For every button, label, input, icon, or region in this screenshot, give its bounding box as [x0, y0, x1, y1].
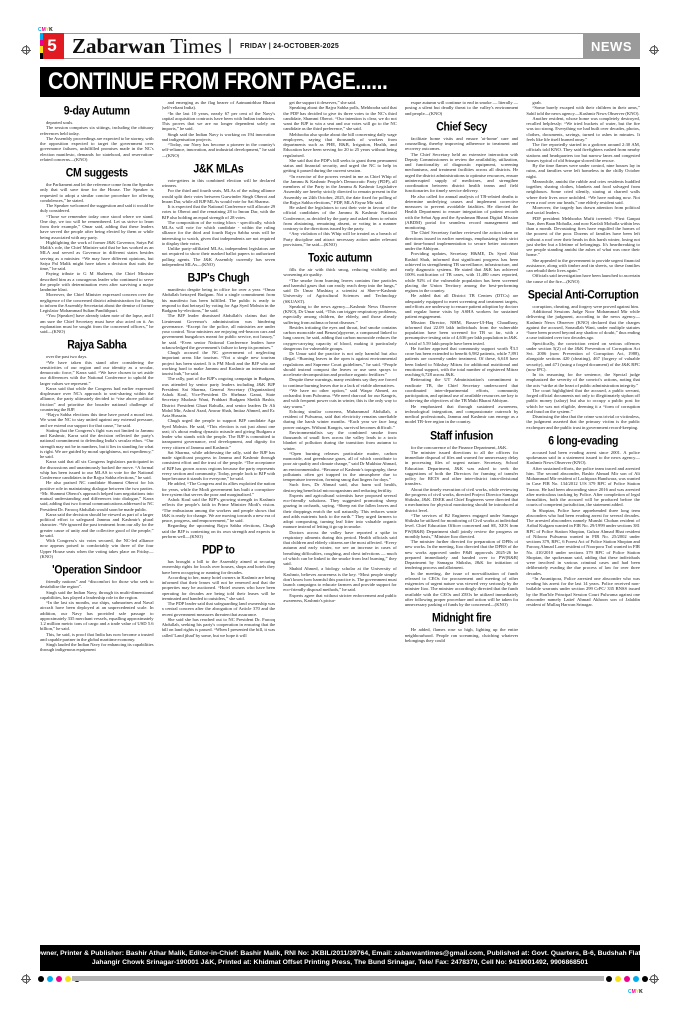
column-2 [162, 100, 276, 943]
article-paragraph: He added, flames rose so high, lighting up the entire neighbourhood. People ran screaming, clutching whatever belongings they could [404, 627, 519, 643]
article-paragraph: The Chief Secretary further reviewed the action taken on directions issued in earlier meetings, emphasizing their strict and time-bound implementation to secure better outcomes under the Abhiyan. [404, 230, 519, 251]
article-paragraph: corruption, cheating, and forgery were proved against him. [532, 303, 640, 309]
registration-dot [642, 976, 648, 982]
article-paragraph: friendly nations” and “discomfort for those who seek to destabilise the region”. [40, 579, 154, 590]
article-paragraph: facilitate home visits and ensure 'at-home' care and counselling, thereby improving adherence to treatment and recovery outcomes. [404, 135, 519, 152]
registration-crosshair-bottom-left [22, 975, 30, 983]
newspaper-title-bold: Zabarwan [72, 33, 166, 58]
article-paragraph: Environmentalists say the combined smoke from thousands of small fires across the valley leads to a toxic blanket of pollution during the transition from autumn to winter. [283, 429, 397, 451]
article-paragraph: Karra said that while the Congress had earlier expressed displeasure over NC's approach to seat-sharing within the alliance, the party ultimately decided to “rise above political friction” and prioritise the broader national challenge of countering the BJP. [40, 385, 154, 412]
cmyk-letter: M [631, 989, 636, 995]
cmyk-letter: K [639, 989, 643, 995]
cmyk-letter: Y [635, 989, 640, 995]
article-paragraph: Singh said the Indian Navy is working on 194 innovation and indigenisation projects. [161, 131, 276, 142]
registration-dot [633, 976, 639, 982]
article-paragraph: He emphasized that through sustained awareness, technological integration, and compassionate outreach by medical professionals, Jammu and Kashmir can emerge as a model TB-free region in the country. [404, 403, 519, 425]
article-paragraph: He also called for annual analysis of TB-related deaths to determine underlying causes and implement corrective measures to prevent avoidable fatalities. He directed the Health Department to ensure integration of patient records with the Sehat App and the Ayushman Bharat Digital Mission (ABDM) portal for seamless record management and monitoring. [404, 193, 519, 230]
article-paragraph: With Congress's six votes secured, the NC-led alliance now appears poised to comfortably win three of the four Upper House seats when the voting takes place on Friday—(KNO) [40, 538, 154, 559]
registration-dot [606, 976, 612, 982]
article-paragraph: Doctors across the valley have reported a spike in respiratory ailments during this period. Health officials said that children and elderly citizens are the most affected. “Every autumn and early winter, we see an increase in cases of breathing difficulties, coughing, and chest infections — much of which can be linked to the smoke from leaf burning,” they said. [283, 529, 397, 566]
issue-date: FRIDAY | 24-OCTOBER-2025 [240, 42, 339, 50]
article-paragraph: Officials said investigation have been launched to ascertain the cause of the fire—(KNO) [526, 273, 640, 284]
imprint-bar [35, 945, 645, 971]
article-paragraph: Providing updates, Secretary H&ME, Dr. Syed Abid Rashid Shah, informed that significant progress has been achieved in strengthening TB surveillance, infrastructure, and early diagnostic systems. He stated that J&K has achieved 100% notification of TB cases, with 11,480 cases reported, while 92% of the vulnerable population has been screened placing the Union Territory among the best-performing regions in the country. [404, 251, 519, 293]
article-paragraph: Moreover, the tragedy has drawn attention from political and social leaders. [526, 205, 640, 216]
article-paragraph: Singh lauded the Indian Navy for enhancing its capabilities through indigenous equipment [40, 642, 154, 653]
cmyk-letter: C [38, 27, 42, 33]
article-paragraph: She said that the PDP's bill seeks to grant them permanent status and financial security, and urged the NC to help in getting it passed during the current session. [283, 157, 397, 174]
article-heading: Chief Secy [436, 119, 487, 134]
article-heading: 6 long-evading [548, 433, 619, 448]
article-paragraph: fills the air with thick smog, reducing visibility and worsening air quality. [283, 267, 397, 278]
registration-gray-bar [72, 976, 604, 981]
article-paragraph: The session comprises six sittings, including the obituary references held today. [40, 125, 154, 136]
cmyk-strip-segment [40, 53, 43, 60]
article-paragraph: Dr Umar said the practice is not only harmful but also illegal. “Burning leaves in the open is against environmental regulations and Supreme Court guidelines,” he said. “People should instead compost the leaves or use urea sprays to accelerate decomposition and produce organic fertilizer.” [283, 351, 397, 377]
cmyk-letter: C [628, 989, 632, 995]
article-paragraph: The Assembly proceedings are expected to be stormy, with the opposition expected to target the government over governance failures, unfulfilled promises made in the NC's election manifesto, demands for statehood, and reservation-related concerns—(KNO) [40, 135, 154, 162]
article-paragraph: Speaking to the news agency—Kashmir News Observer (KNO), Dr Umar said, “This can trigger respiratory problems, especially among children, the elderly, and those already suffering from asthma or heart diseases.” [283, 303, 397, 325]
article-paragraph: Besides irritating the eyes and throat, leaf smoke contains carbon monoxide and Benzo(a)pyrene, a compound linked to lung cancer, he said, adding that carbon monoxide reduces the oxygen-carrying capacity of blood, making it particularly dangerous for vulnerable groups. [283, 324, 397, 351]
cmyk-letter: K [49, 27, 53, 33]
article-paragraph: The minister further directed for preparation of DPRs of new works. In the meeting, Itoo directed that the DPRS of the new works approved under P&B approvals 2025-26 be prepared immediately and handed over to PW(R&B) Department by Samagra Shiksha, J&K for initiation of tendering process and allotment. [404, 539, 519, 571]
article-paragraph: PDP president Mehbooba Mufti tweeted: “First Ganpat Yaar, then Baan Mohalla, and now Karfali Mohalla within less than a month. Devastating fires have engulfed the homes of the poorest of the poor. Dozens of families have been left without a roof over their heads in this harsh winter, losing not just shelter but a lifetime of belongings. It's heartbreaking to see people standing amidst the ashes of what was once their home.” [526, 215, 640, 258]
article-paragraph: He asked the legislators to cast their vote in favour of the official candidates of the Jammu & Kashmir National Conference, as decided by the party and asked them to refrain from abstaining, remaining absent, or voting in a manner contrary to the directions issued by the party. [283, 205, 397, 231]
article-paragraph: It is expected that the National Conference will allocate 29 votes to Oberoi and the remaining 28 to Imran Dar, with the BJP also holding an equal strength of 28 votes. [161, 204, 276, 220]
article-paragraph: About the timely execution of civil works, while reviewing the progress of civil works, directed Project Director Samagra Shiksha, J&K. DSEK and Chief Engineers were directed that a mechanism for physical monitoring should be introduced at district level. [404, 486, 519, 513]
article-paragraph: Specifically, the conviction rested on serious offences under section 5(2) of the J&K Prevention of Corruption Act Svt. 2006 (now Prevention of Corruption Act, 1988), alongside sections 420 (cheating), 467 (forgery of valuable security), and 471 (using a forged document) of the J&K RPC (now IPC). [526, 340, 640, 372]
cmyk-strip [40, 33, 43, 59]
article-paragraph: “Open burning releases particulate matter, carbon monoxide, and greenhouse gases, all of which contribute to poor air quality and climate change,” said Dr Mukhtar Ahmad, an environmentalist. “Because of Kashmir's topography, these pollutants often get trapped in the atmosphere due to temperature inversion, forming smog that lingers for days.” [283, 450, 397, 482]
article-paragraph: Paying tribute to G M Shaheen, the Chief Minister described him as a courageous leader who continued to serve the people with determination even after surviving a major landmine blast. [40, 271, 154, 292]
article-paragraph: The BJP leader dismissed Abdullah's claims that the Lieutenant Governor's administration was hindering governance. “Except for the police, all ministries are under your control. Your ministers are enjoying red-beacon cars and government bungalows meant for public service, not luxury,” he said. “Even senior National Conference leaders have acknowledged the government's failure to keep its promises.” [161, 313, 276, 350]
continuation-banner [40, 67, 640, 97]
article-paragraph: The rally, part of the BJP's ongoing campaign in Budgam, was attended by senior party leaders including J&K BJP President Sat Sharma, General Secretary (Organization) Ashok Koul, Vice-President Dr Shehnaz Ganai, State Secretary Mudasir Wani, Prabhari Budgam Sheikh Bashir, District President Ghazi Rahulla, and senior leaders Dr Ali Mohd Mir, Ashraf Azad, Anwar Shah, Imtiaz Ahmed, and Er. Aziz Hussain. [161, 376, 276, 418]
imprint-line-2: Jahangir Chowk Srinagar-190001 J&K, Printed at: Khidmat Offset Printing Press, The Bund Srinagar, Tele/ Fax: 2478370, Cell No: 9419001492, 9906868501 [91, 959, 589, 966]
registration-crosshair-bottom-right [650, 975, 658, 983]
article-paragraph: The minister issued directions to all the officers for immediate disposal of files and warned for unnecessary delay in processing files of urgent nature. Secretary, School Education Department, J&K was asked to seek the suggestions of both the Directors for framing of transfer policy for RETS and other inter-district intra-divisional transfers. [404, 449, 519, 487]
color-registration-dots-right [606, 976, 648, 982]
article-paragraph: Echoing similar concerns, Muhammad Abdullah, a resident of Pulwama, said that electricity remains unreliable during the harsh winter months. “Each year we face long power outages. Without Kangris, survival becomes difficult.” [283, 408, 397, 430]
article-paragraph: “In exercise of the powers vested in me as Chief Whip of the Jammu & Kashmir People's Democratic Party (PDP), all members of the Party in the Jammu & Kashmir Legislative Assembly are hereby strictly directed to remain present in the Assembly on 24th October, 2025, the date fixed for polling of the Rajya Sabha elections,” PDP, MLA Fayaz Mir said. [283, 173, 397, 205]
imprint-line-1: Owner, Printer & Publisher: Bashir Athar Malik, Editor-in-Chief: Bashir Malik, RNI No: JKBIL/2011/39764, Email: zabarwantimes@gmail.com, Published at: Govt. Quarters, B-6, Budshah Flats [35, 950, 645, 957]
newspaper-title [72, 33, 222, 58]
article-paragraph: Another resident, whose home was completely destroyed, recalled helplessly: “We tried buckets of water, but the fire was too strong. Everything we had built over decades, photos, clothes, documents, savings, turned to ashes in minutes. It feels like life itself burned away.” [526, 115, 640, 142]
article-paragraph: Chugh accused the NC government of neglecting important areas like tourism. “Not a single new tourism project has been started. It is PM Modi and the BJP who are working hard to make Jammu and Kashmir an international tourist hub,” he said. [161, 350, 276, 376]
article-paragraph: and emerging as the flag bearer of Aatmanirbhar Bharat (self-reliant India). [161, 100, 276, 111]
article-paragraph: “The smoke from burning leaves contains fine particles and harmful gases that can easily reach deep into the lungs,” said Dr Umar Mushtaq a scientist at Sher-e-Kashmir University of Agricultural Sciences and Technology (SKUAST). [283, 277, 397, 304]
column-1 [40, 100, 154, 943]
section-label: NEWS [583, 33, 640, 59]
article-paragraph: “In the last six months, our ships, submarines and Naval aircraft have been deployed at an unprecedented scale. In addition, our Navy has provided safe passage to approximately 335 merchant vessels, equalling approximately 1.2 million metric tons of cargo and a trade value of USD 5.6 billion,” he said. [40, 600, 154, 632]
article-paragraph: vote-getters in this combined election will be declared winners. [161, 177, 276, 188]
article-paragraph: In Shopian, Police have apprehended three long term absconders who had been evading arrest for several decades. The arrested absconders namely Munshi Chohan resident of Aribal Kulgam wanted in FIR No. 29/1999 under sections 381 RPC of Police Station Shopian, Gulzar Ahmad Bhat resident of Niloora Pulwama wanted in FIR No. 25/2002 under sections 379, RPC, 6 Forest Act of Police Station Shopian and Farooq Ahmad Lone resident of Noorpora Tral wanted in FIR No. 410/2010 under sections 379 RPC of Police Station Shopian, the spokesman said, adding that these individuals were involved in various criminal cases and had been deliberately evading the due process of law for over three decades. [526, 507, 640, 576]
article-paragraph: Karra said that all six Congress legislators participated in the discussions and unanimously backed the move. “A formal whip has been issued to our MLAS to vote for the National Conference candidates in the Rajya Sabha elections,” he said. [40, 459, 154, 480]
continuation-banner-text: CONTINUE FROM FRONT PAGE...... [48, 68, 388, 95]
article-paragraph: He further apprised that community support worth ₹3.5 crore has been extended to benefit 6,982 patients, while 7,891 patients are currently under treatment. Of these, 6,618 have been linked to Nikshay Mitras for additional nutritional and emotional support, with the total number of registered Mitras reaching 6,728 across J&K. [404, 345, 519, 377]
article-paragraph: By the time flames were under control, nine houses lay in ruins, and families were left homeless in the chilly October night. [526, 163, 640, 179]
article-paragraph: the Parliament and let the reference come from the Speaker only that will save time for the House. The Speaker is requested to adopt a similar concise procedure for offering condolences,” he stated. [40, 182, 154, 203]
newspaper-title-regular: Times [165, 33, 222, 58]
article-heading: Special Anti-Corruption [527, 287, 639, 302]
article-paragraph: “We have no other option,” said Waqar Ahmed, an orchardist from Pulwama. “We need charcoal for our Kangris, and with frequent power cuts in winter, this is the only way to stay warm.” [283, 387, 397, 409]
registration-dot [38, 976, 44, 982]
cmyk-letter: Y [45, 27, 50, 33]
article-paragraph: Such fires, Dr Ahmad said, also harm soil health, destroying beneficial microorganisms and reducing fertility. [283, 482, 397, 493]
article-paragraph: “Some barely escaped with their children in their arms,” Sahil told the news agency—Kashmir News Observer (KNO). [526, 105, 640, 116]
article-paragraph: The PDP leader said that safeguarding land ownership was a central concern after the abrogation of Article 370 and the recent government measures threaten that assurance. [161, 601, 276, 617]
article-paragraph: Reiterating the UT Administration's commitment to eradicate TB, the Chief Secretary underscored that coordinated inter-departmental efforts, community participation, and optimal use of available resources are key to achieving the objectives of the TB Mukt Bharat Abhiyan. [404, 377, 519, 404]
article-paragraph: manifesto despite being in office for over a year. “Omar Abdullah betrayed Budgam. Not a single commitment from his manifesto has been fulfilled. The public is ready to respond to that betrayal by voting for Aga Syed Mohsin in the Budgam by-elections,” he said. [161, 287, 276, 313]
article-paragraph: Karra said the decision should be viewed as part of a larger political effort to safeguard Jammu and Kashmir's plural character. “We ignored the past treatment from our ally for the greater cause of unity and the collective good of the people,” he said. [40, 511, 154, 538]
registration-crosshair-top-left [22, 46, 30, 54]
article-paragraph: According to her, many hotel owners in Kashmir are being informed that their leases will not be renewed and that the properties may be auctioned. “Hotel owners who have been operating for decades are being told their leases will be terminated and handed to outsiders,” she said. [161, 574, 276, 601]
article-paragraph: Shahid Ahmed, a biology scholar at the University of Kashmir, believes awareness is the key. “Most people simply don't know how harmful this practice is. The government must launch campaigns to educate farmers and provide support for eco-friendly disposal methods,” he said. [283, 566, 397, 593]
article-heading: BJP's Chugh [187, 271, 250, 285]
article-heading: 9-day Autumn [63, 104, 130, 118]
registration-dot [615, 976, 621, 982]
masthead-divider: | [227, 37, 233, 54]
article-paragraph: “In the last 10 years, nearly 67 per cent of the Navy's capital acquisition contracts have been with Indian industries. This proves that we are no longer dependent solely on imports,” he said. [161, 110, 276, 132]
article-paragraph: for the concurrence of the Finance Department, J&K. [410, 444, 508, 450]
article-paragraph: “Rajya Sabha elections this time have posed a moral test. We want the NC to stay united against any external pressure, and we extend our support for that cause,” he said. [40, 412, 154, 428]
article-paragraph: The Chief Secretary held an extensive interaction with Deputy Commissioners to review the availability, utilization, and functionality of diagnostic equipment, screening mechanisms, and treatment facilities across all districts. He urged the district administrations to optimise resources, ensure uninterrupted supply of medicines, and strengthen coordination between district health teams and field functionaries for timely service delivery. [404, 151, 519, 194]
article-paragraph: “Today, our Navy has become a pioneer in the country's self-reliance, innovation, and industrial development,” he said—(KNO) [161, 142, 276, 158]
article-heading: CM suggests [65, 166, 128, 180]
article-paragraph: The Speaker welcomed the suggestion and said it would be duly considered. [40, 203, 154, 214]
article-paragraph: She said she has reached out to NC President Dr. Farooq Abdullah, seeking his party's cooperation in ensuring that the bill on land rights is passed. “When I presented the bill, it was called 'Land jihad' by some, but we hope it will [161, 616, 276, 638]
article-paragraph: “Any violation of this Whip will be treated as a breach of Party discipline and attract necessary action under relevant provisions,” he said—(KNO) [283, 231, 397, 247]
registration-dot [47, 976, 53, 982]
article-paragraph: This, he said, is proof that India has now become a trusted and capable partner in the global maritime economy. [40, 631, 154, 642]
article-paragraph: In the meeting, the issue of non-utilisation of funds released to CEOs for procurement and meeting of other exigencies of urgent nature was viewed very seriously by the minister Itoo. The minister accordingly directed that the funds available with the CEOs and ZEOs be utilized immediately after following proper procedure and action will be taken for unnecessary parking of funds by the concerned—(KNO) [404, 570, 519, 607]
article-heading: J&K MLAs [193, 161, 244, 176]
article-paragraph: Singh said the Indian Navy, through its multi-dimensional capabilities, has played a leadership role in the region. [40, 589, 154, 600]
article-paragraph: He added that all District TB Centres (DTCs) are adequately equipped to meet screening and treatment targets, and efforts are underway to ensure patient adoption by doctors and regular home visits by ASHA workers for sustained patient engagement. [404, 293, 519, 320]
article-paragraph: The fire reportedly started in a godown around 2:30 AM, officials told KNO. They said firefighters rushed from nearby stations and headquarters too but narrow lanes and congested houses typical of old Srinagar slowed the rescue. [526, 142, 640, 163]
masthead [40, 33, 640, 59]
article-paragraph: “We have taken this stand after considering the sensitivities of our region and our identity as a secular, democratic force,” Karra said. “We have chosen to set aside our differences with the National Conference to uphold the larger values we represent.” [40, 359, 154, 386]
column-4 [405, 100, 519, 943]
column-3 [283, 100, 397, 943]
article-heading: PDP to [202, 543, 235, 557]
cmyk-letter: M [41, 27, 46, 33]
article-paragraph: He added, “The Congress and its allies exploited the nation for years, while the Modi government has built a corruption-free system that serves the poor and marginalised.” [161, 481, 276, 497]
article-paragraph: “Those we remember today once stood where we stand. One day, we too will be remembered. Let us strive to learn from their example,” Omar said, adding that these leaders have served the people after being elected by them or while being associated with any party. [40, 213, 154, 240]
article-columns [40, 100, 640, 943]
page-number: 5 [47, 36, 57, 55]
article-paragraph: esque autumn will continue to end in smoke — literally — posing a silent but deadly threat to the valley's environment and people—(KNO) [404, 100, 519, 116]
article-paragraph: Mission Director, NHM, Basser-Ul-Haq Chaudhary, informed that 22.09 lakh individuals from the vulnerable population have been screened for TB so far, with a presumptive testing ratio of 4,636 per lakh population in J&K. A total of 5.59 lakh people have been tested. [404, 319, 519, 346]
article-heading: Toxic autumn [308, 251, 372, 265]
article-paragraph: Sat Sharma, while addressing the rally, said the BJP has made significant progress in Jammu and Kashmir through consistent effort and the trust of the people. “The acceptance of BJP has grown across regions because the party represents every section and community. Today, people look to BJP with hope because it stands for everyone,” he said. [161, 449, 276, 481]
article-heading: Staff infusion [430, 428, 494, 443]
article-paragraph: grab. [532, 100, 542, 105]
article-paragraph: Additional Sessions Judge Noor Mohammad Mir while delivering the judgment, according to the news agency—Kashmir News Observer (KNO) declared that the charges against the accused, Sonaullah Wani, under multiple statutes “have been proved beyond any shadow of doubt,” thus ending a case initiated over two decades ago. [526, 309, 640, 341]
article-heading: Midnight fire [432, 611, 492, 626]
article-paragraph: Stating that the Congress's fight was not limited to Jammu and Kashmir, Karra said the decision reflected the party's national commitment to defending India's secular ethos. “Our strength may not be in numbers, but it lies in standing for what is right. We are guided by moral uprightness, not expediency,” he said. [40, 427, 154, 459]
article-paragraph: Highlighting the work of former J&K Governor, Satya Pal Malik's role, the Chief Minister said that he has worked as an MLA and served as Governor in different states besides serving as a minister. “We may have different opinions, but Satya Pal Malik might have taken a decision that suits the time,” he said. [40, 239, 154, 271]
article-heading: 'Operation Sindoor [52, 563, 142, 577]
article-paragraph: “You [Speaker] have already taken note of the lapse, and I am sure the Chief Secretary must have also acted on it. An explanation must be sought from the concerned officers,” he said—(KNO) [40, 313, 154, 334]
article-paragraph: “In Awantipora, Police arrested one absconder who was evading his arrest for the last 14 years. Police received non-bailable warrants under section 299 CrPC/ 335 BNSS issued by the Hon'ble Principal Session Court Pulwama against one absconder namely Latief Ahmad Akhoon son of Jalaldin resident of Mullaq Harwan Srinagar. [526, 575, 640, 607]
article-paragraph: In its reasoning for the sentence, the Special judge emphasized the severity of the convict's actions, noting that the acts “strike at the heart of public administration integrity.” [526, 372, 640, 388]
article-paragraph: Experts and agricultural scientists have proposed several eco-friendly solutions. They suggested promoting sheep grazing in orchards, saying, “Sheep eat the fallen leaves and their droppings enrich the soil naturally. This reduces waste and adds nutrients back to the earth.” They urged farmers to adopt composting, turning leaf litter into valuable organic manure instead of letting it go up in smoke. [283, 492, 397, 530]
registration-crosshair-top-right [650, 46, 658, 54]
article-paragraph: Speaking about the Rajya Sabha polls, Mehbooba said that the PDP has decided to give its three votes to the NC's third candidate, Shammi Oberoi. “Our intention is clear, we do not want the BJP to win a seat and our votes will go to the NC candidate as the third preference,” she said. [283, 105, 397, 132]
article-heading: Rajya Sabha [67, 338, 127, 353]
article-paragraph: For the third and fourth seats, MLAs of the ruling alliance would split their votes between Gurwinder Singh Oberoi and Imran Dar, while all BJP MLAs would vote for Sat Sharma. [161, 188, 276, 204]
article-paragraph: over the past two days. [46, 354, 88, 360]
cmyk-registration-label-bottom [628, 990, 643, 995]
column-5 [526, 100, 640, 943]
article-paragraph: Dismissing the idea that the crime was trivial or victimless, the judgment asserted that the primary victim is the public exchequer and the public trust in government record-keeping. [526, 414, 640, 430]
article-paragraph: departed souls. [46, 120, 74, 125]
article-paragraph: She appealed to the government to provide urgent financial assistance, along with timber and tin sheets, so these families can rebuild their lives again.” [526, 257, 640, 273]
page-number-box [40, 33, 64, 59]
article-paragraph: Regarding the upcoming Rajya Sabha elections, Chugh said the BJP is contesting on its own strength and expects to perform well—(KNO) [161, 523, 276, 539]
article-paragraph: get the support it deserves,” she said. [289, 100, 357, 105]
article-paragraph: The court highlighted that the accused, a public servant, forged official documents not only to illegitimately siphon off public money (salary) but also to occupy a public post for which he was not eligible, deeming it a “form of corruption and fraud on the system.” [526, 387, 640, 414]
article-paragraph: Despite these warnings, many residents say they are forced to continue burning leaves due to a lack of viable alternatives. [283, 377, 397, 388]
article-paragraph: Moreover, the Chief Minister expressed concern over the negligence of the concerned district administration for failing to inform the Assembly Secretariat about the demise of former Legislator Mohammad Sultan Pandithpuri. [40, 292, 154, 313]
article-paragraph: Chugh urged the people to support BJP candidate Aga Syed Mohsin. He said, “This election is not just about one seat; it's about ending dynastic misrule and giving Budgam a leader who stands with the people. The BJP is committed to transparent governance, real development, and dignity for every citizen of Jammu and Kashmir.” [161, 418, 276, 450]
article-paragraph: “The services of B2 Engineers engaged under Samagra Shiksha be utilized for monitoring of Civil works at individual level. Chief Education Officer concerned and SE, XEN from PW(R&B) Department shall jointly review the progress on monthly basis,” Minister Itoo directed. [404, 512, 519, 539]
article-paragraph: has brought a bill to the Assembly aimed at securing ownership rights for locals over houses, shops and hotels they have been occupying or running for decades. [161, 559, 276, 575]
article-paragraph: The composition of the voting blocs - specifically, which MLAs will vote for which candidate - within the ruling alliance for the third and fourth Rajya Sabha seats will be interesting to watch, given that independents are not required to display their votes. [161, 219, 276, 246]
article-paragraph: Mehbooba also spoke about the bill concerning daily wage employees, saying that thousands of workers from departments such as PHE, R&B, Irrigation, Health, and Education have been serving for 20 to 25 years without being regularised. [283, 131, 397, 158]
article-paragraph: Unlike party-affiliated MLAs, independent legislators are not required to show their marked ballot papers to authorized polling agents. The J&K Assembly currently has seven independent MLAs—(KNO) [161, 246, 276, 267]
article-paragraph: After sustained efforts, the police team traced and arrested him. The second absconder, Bashir Ahmad Mir son of Ali Mohammad Mir resident of Lachipora Handwara, was wanted in Case FIR No. 134/2012 U/S 379 RPC of Police Station Tarzoo. He had been absconding since 2016 and was arrested after meticulous tracking by Police. After completion of legal formalities, both the accused will be produced before the courts of competent jurisdiction, the statement added. [526, 465, 640, 508]
article-paragraph: accused had been evading arrest since 2001. A police spokesman said in a statement issued to the news agency—Kashmir News Observer (KNO). [526, 449, 640, 466]
article-paragraph: Meanwhile, amidst the rubble and cries residents huddled together, sharing clothes, blankets and food salvaged from neighbours. Some cried silently, staring at charred walls where their lives once unfolded. “We have nothing now. Not even a roof over our heads,” one elderly resident said. [526, 178, 640, 205]
article-paragraph: Ashok Koul said the BJP's growing strength in Kashmir reflects the people's faith in Prime Minister Modi's vision. “The enthusiasm among the workers and people shows that J&K is ready for change. We are moving towards a new era of peace, progress, and empowerment,” he said. [161, 497, 276, 523]
registration-dot [56, 976, 62, 982]
registration-dot [65, 976, 71, 982]
article-paragraph: He also praised NC candidate Shammi Oberoi for his positive role in maintaining dialogue between the two parties. “Mr. Shammi Oberoi's approach helped turn negotiations into mutual understanding and differences into dialogue,” Karra said, adding that two formal communications addressed to NC President Dr. Farooq Abdullah would soon be made public. [40, 480, 154, 512]
registration-dot [624, 976, 630, 982]
article-paragraph: Experts agree that without stricter enforcement and public awareness, Kashmir's pictur- [283, 592, 397, 603]
